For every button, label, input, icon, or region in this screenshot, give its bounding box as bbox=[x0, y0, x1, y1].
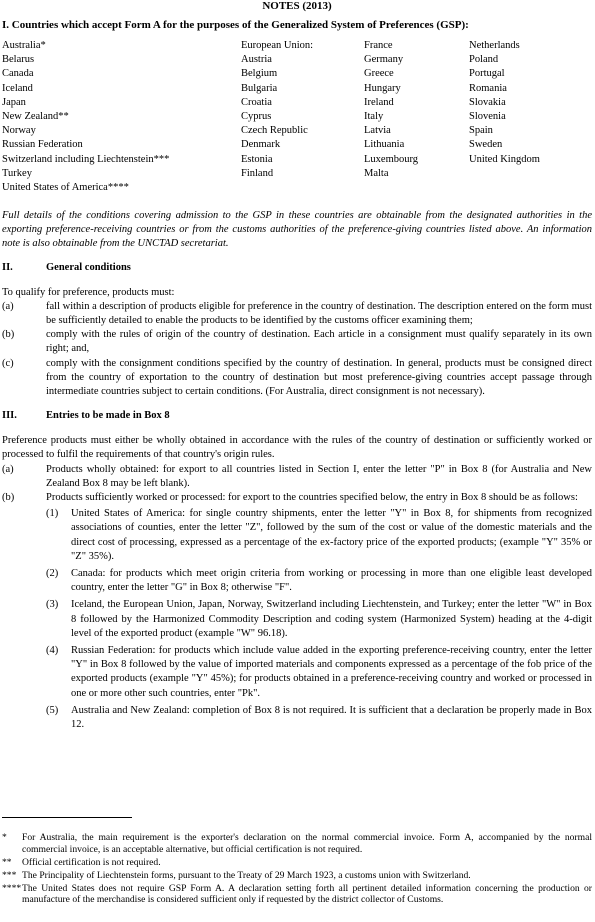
sub-list-label: (2) bbox=[46, 568, 59, 580]
country-item: Ireland bbox=[364, 96, 394, 108]
sub-list-label: (3) bbox=[46, 599, 59, 611]
country-column-4 bbox=[469, 39, 540, 167]
list-text: Products sufficiently worked or processed: for export to the countries specified below, the entry in Box 8 should be as follows: bbox=[46, 492, 578, 504]
country-column-1 bbox=[2, 39, 169, 195]
country-item: Slovenia bbox=[469, 110, 506, 122]
section-2-intro: To qualify for preference, products must: bbox=[2, 286, 175, 298]
sub-list-text: Iceland, the European Union, Japan, Norway, Switzerland including Liechtenstein, and Turkey; enter the letter "W" in Box 8 followed by the Harmonized Commodity Description and coding system (Harmonized System) heading at the 4-digit level of the exported product (example "W" 96.18). bbox=[71, 599, 592, 639]
sub-list-item bbox=[46, 598, 592, 641]
country-item: Slovakia bbox=[469, 96, 506, 108]
country-item: Belarus bbox=[2, 54, 35, 66]
country-item: Russian Federation bbox=[2, 139, 83, 151]
country-item: Estonia bbox=[241, 153, 273, 165]
list-item bbox=[2, 491, 592, 505]
section-1-title: I. Countries which accept Form A for the purposes of the Generalized System of Preferences (GSP): bbox=[2, 19, 469, 31]
section-2-heading bbox=[2, 261, 592, 277]
country-item: Canada bbox=[2, 68, 34, 80]
country-item: Austria bbox=[241, 54, 272, 66]
country-item: Malta bbox=[364, 167, 389, 179]
sub-list-label: (4) bbox=[46, 645, 59, 657]
country-item: Czech Republic bbox=[241, 125, 308, 137]
country-item: European Union: bbox=[241, 40, 314, 51]
country-item: Turkey bbox=[2, 167, 32, 179]
country-item: New Zealand** bbox=[2, 110, 69, 122]
country-item: Switzerland including Liechtenstein*** bbox=[2, 153, 170, 165]
section-title: General conditions bbox=[46, 261, 131, 273]
section-3-intro: Preference products must either be wholly obtained in accordance with the rules of the country of destination or sufficiently worked or processed to fulfil the requirements of that country's origin rules. bbox=[2, 435, 592, 461]
country-item: Finland bbox=[241, 167, 274, 179]
country-item: Netherlands bbox=[469, 40, 520, 51]
country-item: Belgium bbox=[241, 68, 278, 80]
list-label: (a) bbox=[2, 463, 14, 475]
footnote bbox=[2, 857, 592, 869]
country-item: Norway bbox=[2, 125, 36, 137]
footnote-marker: *** bbox=[2, 869, 17, 881]
country-item: United States of America**** bbox=[2, 181, 129, 193]
footnote bbox=[2, 832, 592, 855]
country-item: Australia* bbox=[2, 40, 46, 51]
sub-list-text: Russian Federation: for products which include value added in the exporting preference-receiving country, enter the letter "Y" in Box 8 followed by the value of imported materials and components expressed as a percentage of the fob price of the exported products (example "Y" 45%); for products obtained in a preference-receiving country and worked or processed in one or more other such countries, enter "Pk". bbox=[71, 645, 592, 699]
country-item: United Kingdom bbox=[469, 153, 540, 165]
footnote-text: Official certification is not required. bbox=[22, 856, 161, 868]
country-item: Iceland bbox=[2, 82, 33, 94]
country-item: Luxembourg bbox=[364, 153, 419, 165]
section-number: II. bbox=[2, 261, 13, 273]
country-item: Bulgaria bbox=[241, 82, 278, 94]
country-item: Poland bbox=[469, 54, 499, 66]
sub-list-item bbox=[46, 507, 592, 564]
country-item: Greece bbox=[364, 68, 394, 80]
notes-title: NOTES (2013) bbox=[262, 0, 332, 12]
sub-list-item bbox=[46, 644, 592, 701]
section-number: III. bbox=[2, 410, 17, 422]
footnotes bbox=[2, 832, 592, 908]
footnote bbox=[2, 870, 592, 882]
list-label: (b) bbox=[2, 492, 15, 504]
list-label: (a) bbox=[2, 300, 14, 312]
footnote-text: For Australia, the main requirement is the exporter's declaration on the normal commercial invoice. Form A, accompanied by the normal commercial invoice, is an acceptable alternative, but official certification is not required. bbox=[22, 832, 592, 855]
section-title: Entries to be made in Box 8 bbox=[46, 410, 170, 422]
sub-list-text: United States of America: for single country shipments, enter the letter "Y" in Box 8, for shipments from recognized associations of counties, enter the letter "Z", followed by the sum of the cost or value of the domestic materials and the direct cost of processing, expressed as a percentage of the ex-factory price of the exported products; (example "Y" 35% or "Z" 35%). bbox=[71, 508, 592, 562]
country-item: France bbox=[364, 40, 393, 51]
list-item bbox=[2, 328, 592, 356]
list-item bbox=[2, 357, 592, 400]
list-text: Products wholly obtained: for export to all countries listed in Section I, enter the letter "P" in Box 8 (for Australia and New Zealand Box 8 may be left blank). bbox=[46, 463, 592, 489]
country-list bbox=[2, 39, 592, 195]
country-item: Spain bbox=[469, 125, 493, 137]
country-item: Cyprus bbox=[241, 110, 272, 122]
footnote-divider bbox=[2, 817, 132, 818]
list-label: (c) bbox=[2, 357, 14, 369]
footnote-text: The United States does not require GSP Form A. A declaration setting forth all pertinent detailed information concerning the production or manufacture of the merchandise is considered sufficient only if requested by the district collector of Customs. bbox=[22, 882, 592, 906]
section-3-heading bbox=[2, 409, 592, 425]
list-item bbox=[2, 300, 592, 328]
footnote bbox=[2, 883, 592, 906]
country-item: Italy bbox=[364, 110, 384, 122]
gsp-details-note: Full details of the conditions covering admission to the GSP in these countries are obtainable from the designated authorities in the exporting preference-receiving countries or from the customs authorities of the preference-giving countries listed above. An information note is also obtainable from the UNCTAD secretariat. bbox=[2, 210, 592, 250]
country-item: Portugal bbox=[469, 68, 505, 80]
country-item: Japan bbox=[2, 96, 26, 108]
country-item: Denmark bbox=[241, 139, 281, 151]
footnote-text: The Principality of Liechtenstein forms, pursuant to the Treaty of 29 March 1923, a customs union with Switzerland. bbox=[22, 869, 471, 881]
country-item: Germany bbox=[364, 54, 404, 66]
footnote-marker: ** bbox=[2, 856, 12, 868]
footnote-marker: * bbox=[2, 832, 7, 843]
country-column-3 bbox=[364, 39, 418, 181]
list-text: comply with the consignment conditions specified by the country of destination. In general, products must be consigned direct from the country of exportation to the country of destination but most preference-giving countries accept passage through intermediate countries subject to certain conditions. (For Australia, direct consignment is not necessary). bbox=[46, 357, 592, 398]
list-text: fall within a description of products eligible for preference in the country of destination. The description entered on the form must be sufficiently detailed to enable the products to be identified by the customs officer examining them; bbox=[46, 300, 592, 327]
sub-list-text: Australia and New Zealand: completion of Box 8 is not required. It is sufficient that a declaration be properly made in Box 12. bbox=[71, 704, 592, 731]
country-item: Lithuania bbox=[364, 139, 405, 151]
country-item: Latvia bbox=[364, 125, 391, 137]
list-label: (b) bbox=[2, 329, 15, 341]
sub-list-item bbox=[46, 567, 592, 595]
country-item: Romania bbox=[469, 82, 507, 94]
country-item: Hungary bbox=[364, 82, 401, 94]
list-item bbox=[2, 463, 592, 491]
footnote-marker: **** bbox=[2, 882, 22, 894]
list-text: comply with the rules of origin of the country of destination. Each article in a consignment must qualify separately in its own right; and, bbox=[46, 329, 592, 355]
sub-list-item bbox=[46, 704, 592, 732]
sub-list-label: (1) bbox=[46, 508, 59, 520]
country-column-2 bbox=[241, 39, 313, 181]
country-item: Sweden bbox=[469, 139, 503, 151]
sub-list-label: (5) bbox=[46, 704, 59, 716]
country-item: Croatia bbox=[241, 96, 272, 108]
sub-list-text: Canada: for products which meet origin criteria from working or processing in more than one eligible least developed country, enter the letter "G" in Box 8; otherwise "F". bbox=[71, 568, 592, 594]
